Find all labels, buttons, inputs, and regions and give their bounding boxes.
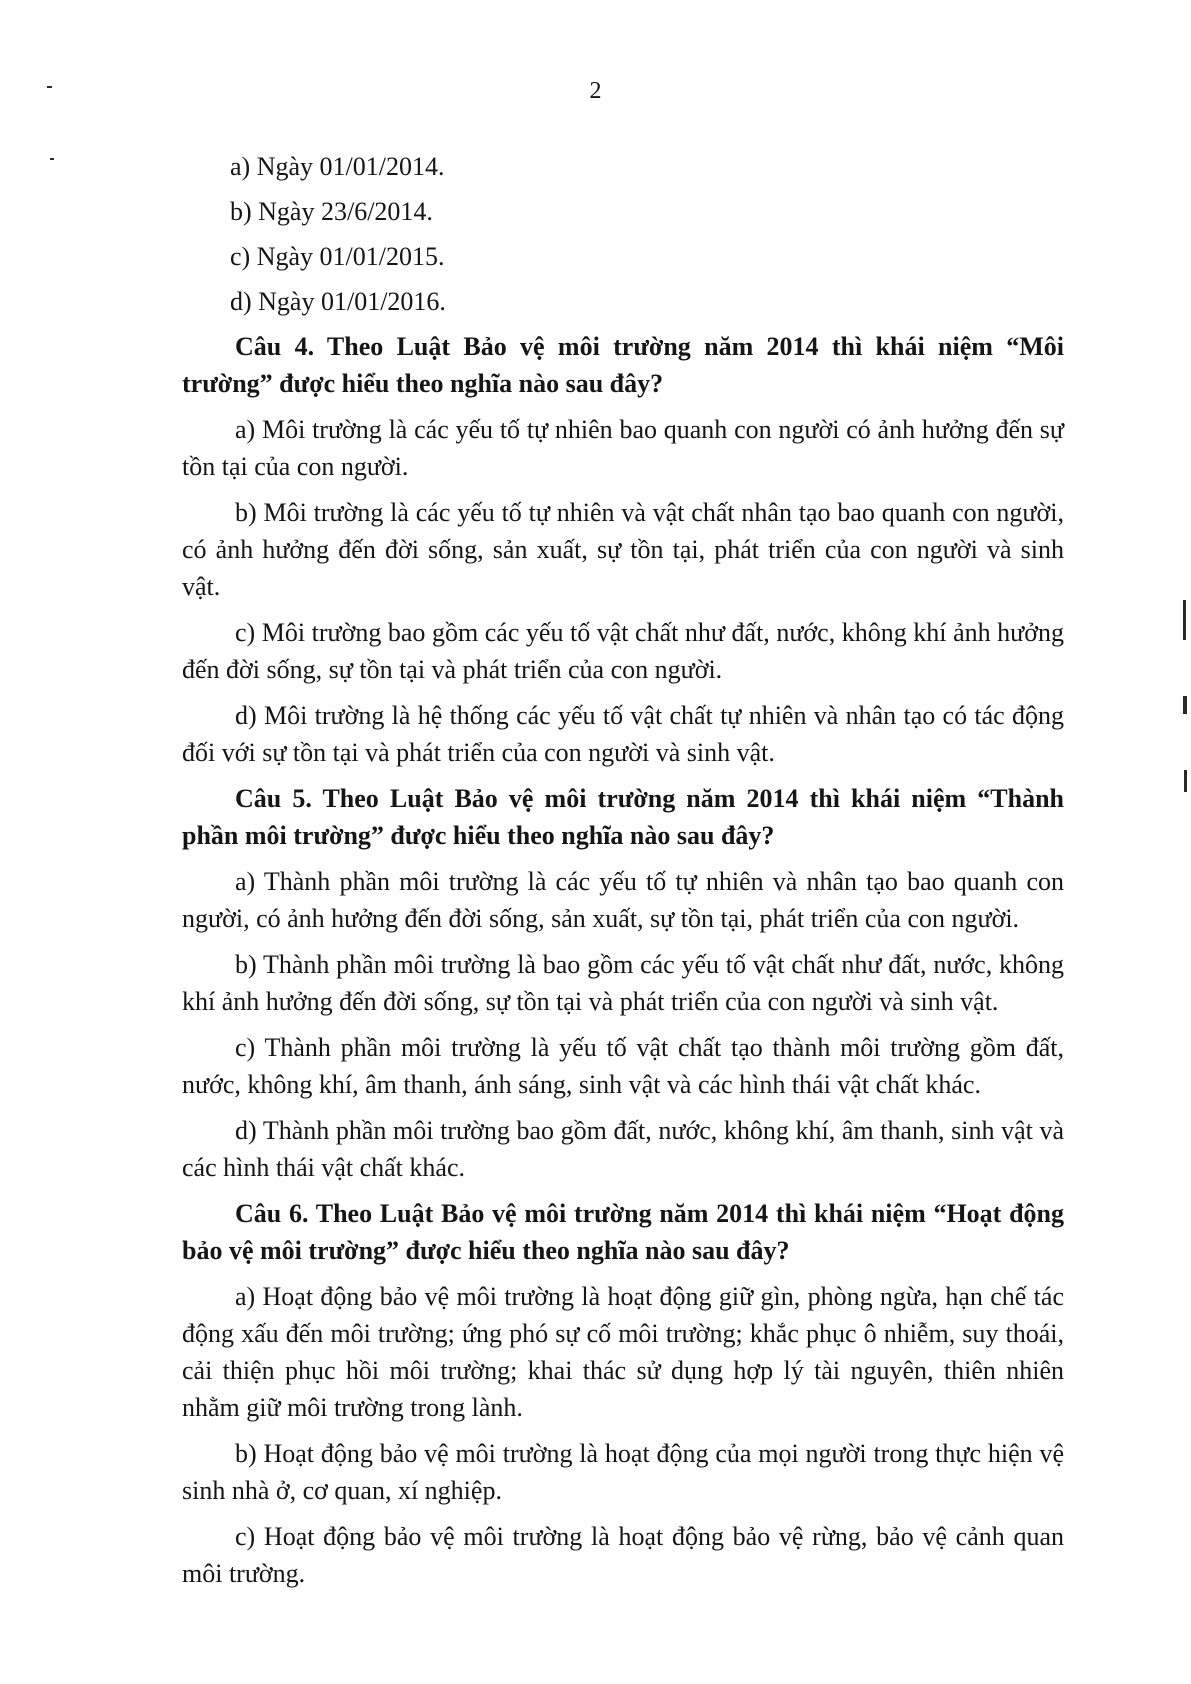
- prev-option-a: a) Ngày 01/01/2014.: [230, 152, 445, 181]
- prev-option-b: b) Ngày 23/6/2014.: [230, 197, 433, 226]
- question-5-answer-b: b) Thành phần môi trường là bao gồm các yếu tố vật chất như đất, nước, không khí ảnh hưởng đến đời sống, sự tồn tại và phát triển của con người và sinh vật.: [182, 950, 1064, 1016]
- page-number: 2: [589, 78, 602, 104]
- scan-mark-left-2: [50, 158, 54, 160]
- question-5-answer-d: d) Thành phần môi trường bao gồm đất, nước, không khí, âm thanh, sinh vật và các hình thái vật chất khác.: [182, 1116, 1064, 1182]
- document-body: [182, 148, 1064, 1601]
- prev-option-c: c) Ngày 01/01/2015.: [230, 242, 445, 271]
- question-6-answer-a: a) Hoạt động bảo vệ môi trường là hoạt động giữ gìn, phòng ngừa, hạn chế tác động xấu đến môi trường; ứng phó sự cố môi trường; khắc phục ô nhiễm, suy thoái, cải thiện phục hồi môi trường; khai thác sử dụng hợp lý tài nguyên, thiên nhiên nhằm giữ môi trường trong lành.: [182, 1282, 1064, 1422]
- question-5-answer-a: a) Thành phần môi trường là các yếu tố tự nhiên và nhân tạo bao quanh con người, có ảnh hưởng đến đời sống, sản xuất, sự tồn tại, phát triển của con người.: [182, 867, 1064, 933]
- question-4-answer-b: b) Môi trường là các yếu tố tự nhiên và vật chất nhân tạo bao quanh con người, có ảnh hưởng đến đời sống, sản xuất, sự tồn tại, phát triển của con người và sinh vật.: [182, 498, 1064, 601]
- question-4-answer-c: c) Môi trường bao gồm các yếu tố vật chất như đất, nước, không khí ảnh hưởng đến đời sống, sự tồn tại và phát triển của con người.: [182, 618, 1064, 684]
- question-5-answer-c: c) Thành phần môi trường là yếu tố vật chất tạo thành môi trường gồm đất, nước, không khí, âm thanh, ánh sáng, sinh vật và các hình thái vật chất khác.: [182, 1033, 1064, 1099]
- question-4-answer-d: d) Môi trường là hệ thống các yếu tố vật chất tự nhiên và nhân tạo có tác động đối với sự tồn tại và phát triển của con người và sinh vật.: [182, 701, 1064, 767]
- scan-mark-right-2: [1183, 696, 1187, 714]
- scan-mark-right-1: [1183, 600, 1186, 640]
- prev-option-d: d) Ngày 01/01/2016.: [230, 287, 446, 316]
- scan-mark-right-3: [1184, 770, 1187, 792]
- question-4-title: Câu 4. Theo Luật Bảo vệ môi trường năm 2014 thì khái niệm “Môi trường” được hiểu theo nghĩa nào sau đây?: [182, 332, 1064, 398]
- question-6-answer-b: b) Hoạt động bảo vệ môi trường là hoạt động của mọi người trong thực hiện vệ sinh nhà ở, cơ quan, xí nghiệp.: [182, 1439, 1064, 1505]
- scan-mark-left-1: [47, 86, 52, 88]
- question-6-answer-c: c) Hoạt động bảo vệ môi trường là hoạt động bảo vệ rừng, bảo vệ cảnh quan môi trường.: [182, 1522, 1064, 1588]
- question-4-answer-a: a) Môi trường là các yếu tố tự nhiên bao quanh con người có ảnh hưởng đến sự tồn tại của con người.: [182, 415, 1064, 481]
- question-5-title: Câu 5. Theo Luật Bảo vệ môi trường năm 2014 thì khái niệm “Thành phần môi trường” được hiểu theo nghĩa nào sau đây?: [182, 784, 1064, 850]
- question-6-title: Câu 6. Theo Luật Bảo vệ môi trường năm 2014 thì khái niệm “Hoạt động bảo vệ môi trường” được hiểu theo nghĩa nào sau đây?: [182, 1199, 1064, 1265]
